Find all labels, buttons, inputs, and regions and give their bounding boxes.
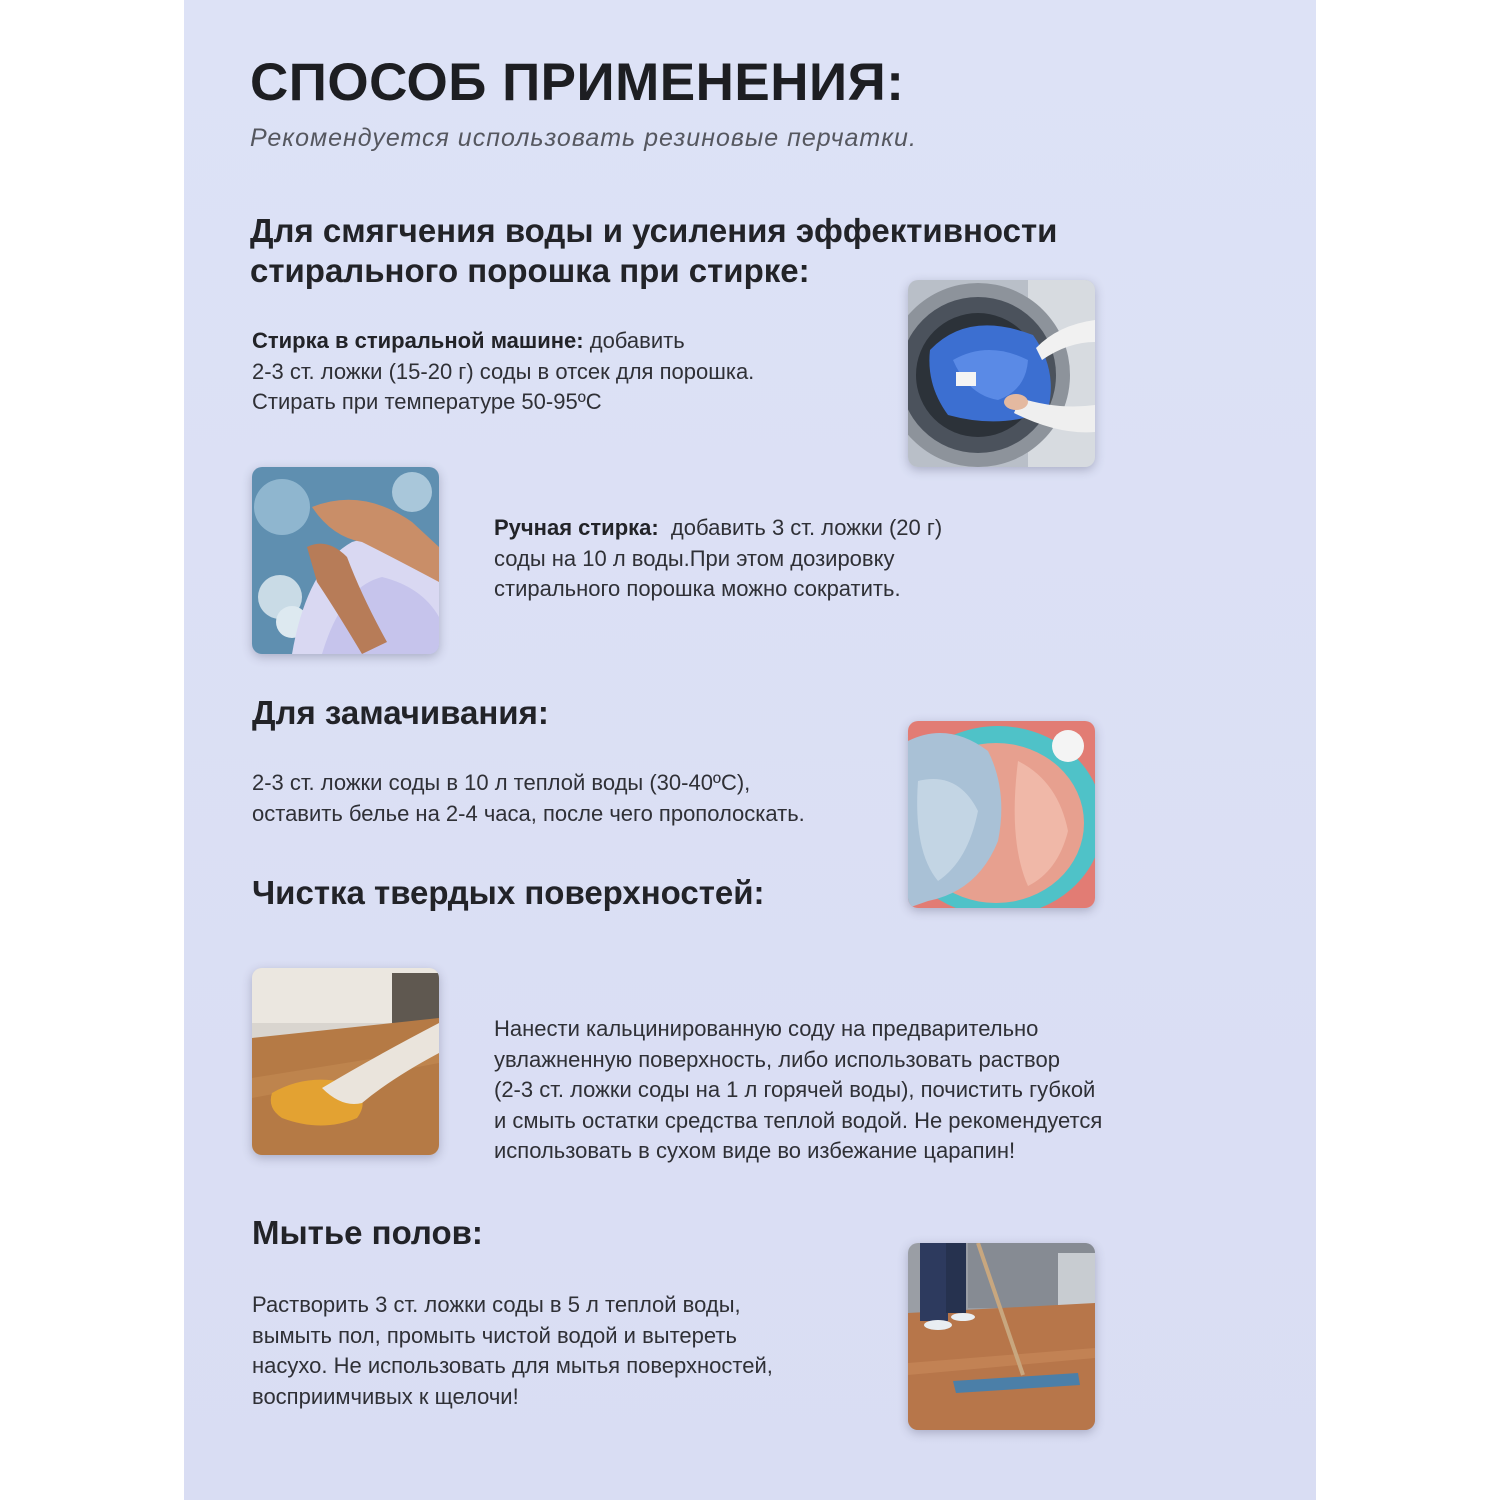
floors-line-1: Растворить 3 ст. ложки соды в 5 л теплой воды, [252,1292,741,1317]
floors-line-4: восприимчивых к щелочи! [252,1383,519,1409]
surfaces-line-2: увлажненную поверхность, либо использовать раствор [494,1046,1060,1072]
washing-heading [250,211,1057,291]
machine-wash-line-1: добавить [583,328,685,353]
soaking-line-2: оставить белье на 2-4 часа, после чего прополоскать. [252,800,805,826]
floor-mopping-photo [908,1243,1095,1430]
soaking-heading: Для замачивания: [252,694,549,731]
hand-wash-photo [252,467,439,654]
floors-line-2: вымыть пол, промыть чистой водой и вытереть [252,1322,737,1348]
soaking-laundry-photo [908,721,1095,908]
hand-wash-line-2: соды на 10 л воды.При этом дозировку [494,545,895,571]
surfaces-text [494,1014,1102,1167]
hand-wash-label: Ручная стирка: [494,515,659,540]
machine-wash-text [252,326,754,418]
page-title: СПОСОБ ПРИМЕНЕНИЯ: [250,53,905,112]
surfaces-line-3: (2-3 ст. ложки соды на 1 л горячей воды), почистить губкой [494,1077,1096,1102]
soaking-line-1: 2-3 ст. ложки соды в 10 л теплой воды (30-40ºC), [252,770,751,795]
machine-wash-line-3: Стирать при температуре 50-95ºC [252,389,602,414]
surfaces-line-5: использовать в сухом виде во избежание царапин! [494,1138,1016,1163]
surfaces-heading: Чистка твердых поверхностей: [252,874,765,911]
page-subtitle: Рекомендуется использовать резиновые перчатки. [250,124,917,152]
floors-heading: Мытье полов: [252,1214,483,1251]
soaking-text [252,768,805,829]
hand-wash-line-3: стирального порошка можно сократить. [494,576,901,601]
hand-wash-line-1: добавить 3 ст. ложки (20 г) [658,515,943,540]
surface-cleaning-photo [252,968,439,1155]
hand-wash-text [494,513,942,605]
machine-wash-line-2: 2-3 ст. ложки (15-20 г) соды в отсек для порошка. [252,358,755,384]
washing-heading-line-2: стирального порошка при стирке: [250,252,810,289]
washing-machine-photo [908,280,1095,467]
floors-text [252,1290,773,1412]
washing-heading-line-1: Для смягчения воды и усиления эффективности [250,212,1058,249]
floors-line-3: насухо. Не использовать для мытья поверхностей, [252,1353,773,1378]
surfaces-line-1: Нанести кальцинированную соду на предварительно [494,1016,1039,1041]
machine-wash-label: Стирка в стиральной машине: [252,328,584,353]
surfaces-line-4: и смыть остатки средства теплой водой. Не рекомендуется [494,1107,1103,1133]
